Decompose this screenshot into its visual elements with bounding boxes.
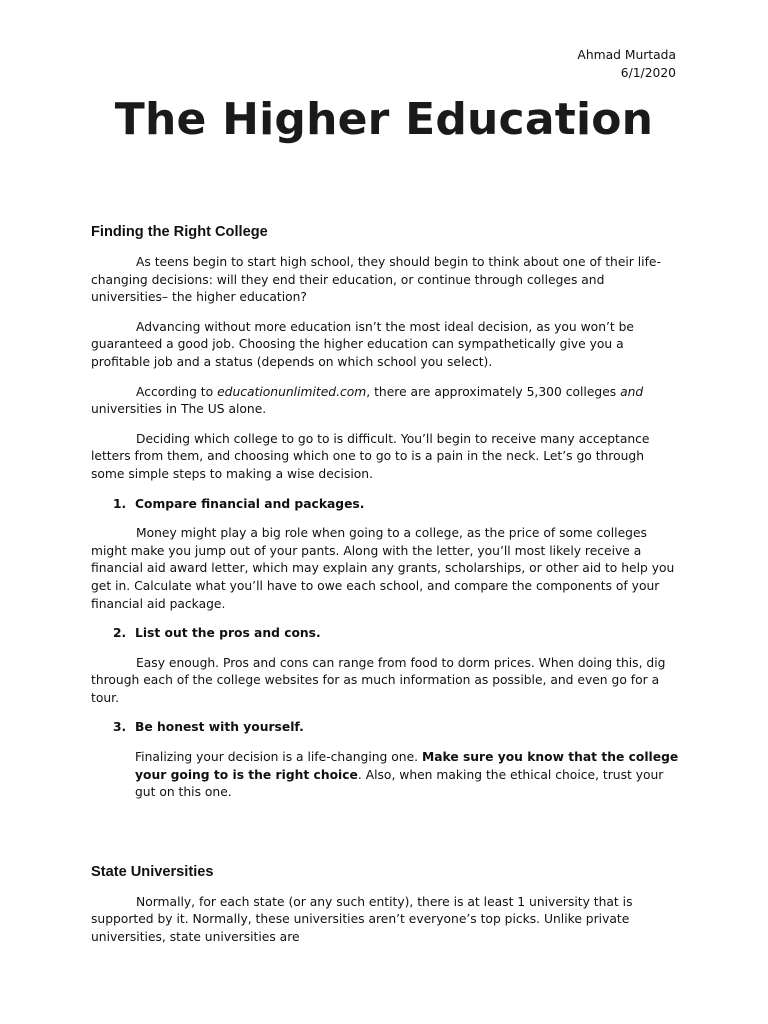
paragraph: As teens begin to start high school, they should begin to think about one of their life-changing decisions: will they end their education, or continue through colleges and universities– the higher education? [91,255,661,305]
paragraph: Deciding which college to go to is difficult. You’ll begin to receive many acceptance letters from them, and choosing which one to go to is a pain in the neck. Let’s go through some simple steps to making a wise decision. [91,431,650,481]
paragraph [91,384,679,419]
document-title: The Higher Education [114,94,654,145]
list-item-label: Compare financial and packages. [135,496,365,511]
list-item-body [135,749,679,802]
list-number: 2. [113,626,127,641]
numbered-list-item [91,496,679,514]
numbered-list-item [91,719,679,737]
document-date: 6/1/2020 [620,66,676,80]
numbered-list-item [91,625,679,643]
spacer [91,814,679,862]
list-number: 1. [113,496,127,511]
paragraph: Easy enough. Pros and cons can range from food to dorm prices. When doing this, dig through each of the college websites for as much information as possible, and even go for a tour. [91,655,666,705]
paragraph-text: . Also, when making the ethical choice, trust your gut on this one. [135,767,664,800]
author-name: Ahmad Murtada [577,48,676,62]
paragraph: Money might play a big role when going to a college, as the price of some colleges might make you jump out of your pants. Along with the letter, you’ll most likely receive a financial aid award letter, which may explain any grants, scholarships, or other aid to help you get in. Calculate what you’ll have to owe each school, and compare the components of your financial aid package. [91,526,675,611]
list-item-label: Be honest with yourself. [135,720,304,735]
paragraph: Normally, for each state (or any such entity), there is at least 1 university that is supported by it. Normally, these universities aren’t everyone’s top picks. Unlike private universities, state universities are [91,894,633,945]
emphasis-text: and [620,384,644,399]
paragraph-text: Finalizing your decision is a life-changing one. [135,750,422,765]
bold-text: Make sure you know that the college your going to is the right choice [135,750,679,782]
author-block [577,46,676,82]
paragraph: Advancing without more education isn’t the most ideal decision, as you won’t be guaranteed a good job. Choosing the higher education can sympathetically give you a profitable job and a status (depends on which school you select). [91,319,634,369]
paragraph-text: According to [136,384,218,399]
paragraph-text: , there are approximately 5,300 colleges [366,384,621,399]
document-body [91,222,679,959]
section-heading-state-universities: State Universities [91,863,214,880]
website-reference: educationunlimited.com [217,384,367,399]
paragraph-text: universities in The US alone. [91,402,267,417]
list-item-label: List out the pros and cons. [135,626,321,641]
section-heading-finding-college: Finding the Right College [91,224,268,240]
list-number: 3. [113,720,127,735]
